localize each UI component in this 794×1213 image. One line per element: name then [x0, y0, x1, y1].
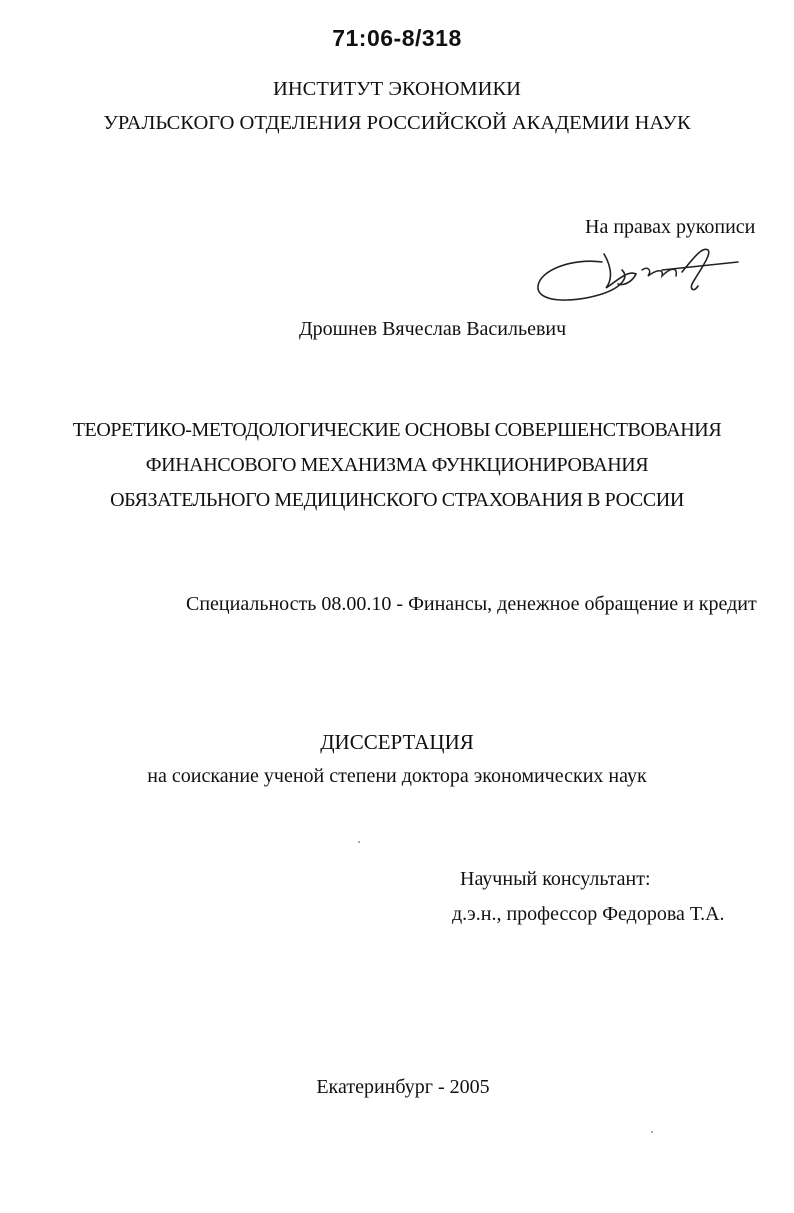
specialty: Специальность 08.00.10 - Финансы, денежное обращение и кредит: [186, 593, 757, 615]
institution-line-1: ИНСТИТУТ ЭКОНОМИКИ: [273, 78, 521, 100]
author-signature: [532, 240, 746, 306]
consultant-label: Научный консультант:: [460, 868, 651, 890]
title-line-2: ФИНАНСОВОГО МЕХАНИЗМА ФУНКЦИОНИРОВАНИЯ: [145, 454, 649, 476]
degree: на соискание ученой степени доктора экономических наук: [147, 765, 647, 787]
author-name: Дрошнев Вячеслав Васильевич: [299, 318, 567, 340]
manuscript-note: На правах рукописи: [585, 216, 756, 238]
consultant-name: д.э.н., профессор Федорова Т.А.: [452, 903, 725, 925]
archive-code: 71:06-8/318: [332, 25, 462, 51]
title-line-3: ОБЯЗАТЕЛЬНОГО МЕДИЦИНСКОГО СТРАХОВАНИЯ В РОССИИ: [110, 489, 684, 511]
scan-speck: [651, 1131, 653, 1133]
place-year: Екатеринбург - 2005: [316, 1076, 490, 1098]
title-line-1: ТЕОРЕТИКО-МЕТОДОЛОГИЧЕСКИЕ ОСНОВЫ СОВЕРШЕНСТВОВАНИЯ: [72, 419, 722, 441]
institution-line-2: УРАЛЬСКОГО ОТДЕЛЕНИЯ РОССИЙСКОЙ АКАДЕМИИ НАУК: [103, 112, 691, 134]
work-type: ДИССЕРТАЦИЯ: [320, 730, 474, 754]
scan-speck: [358, 841, 360, 843]
